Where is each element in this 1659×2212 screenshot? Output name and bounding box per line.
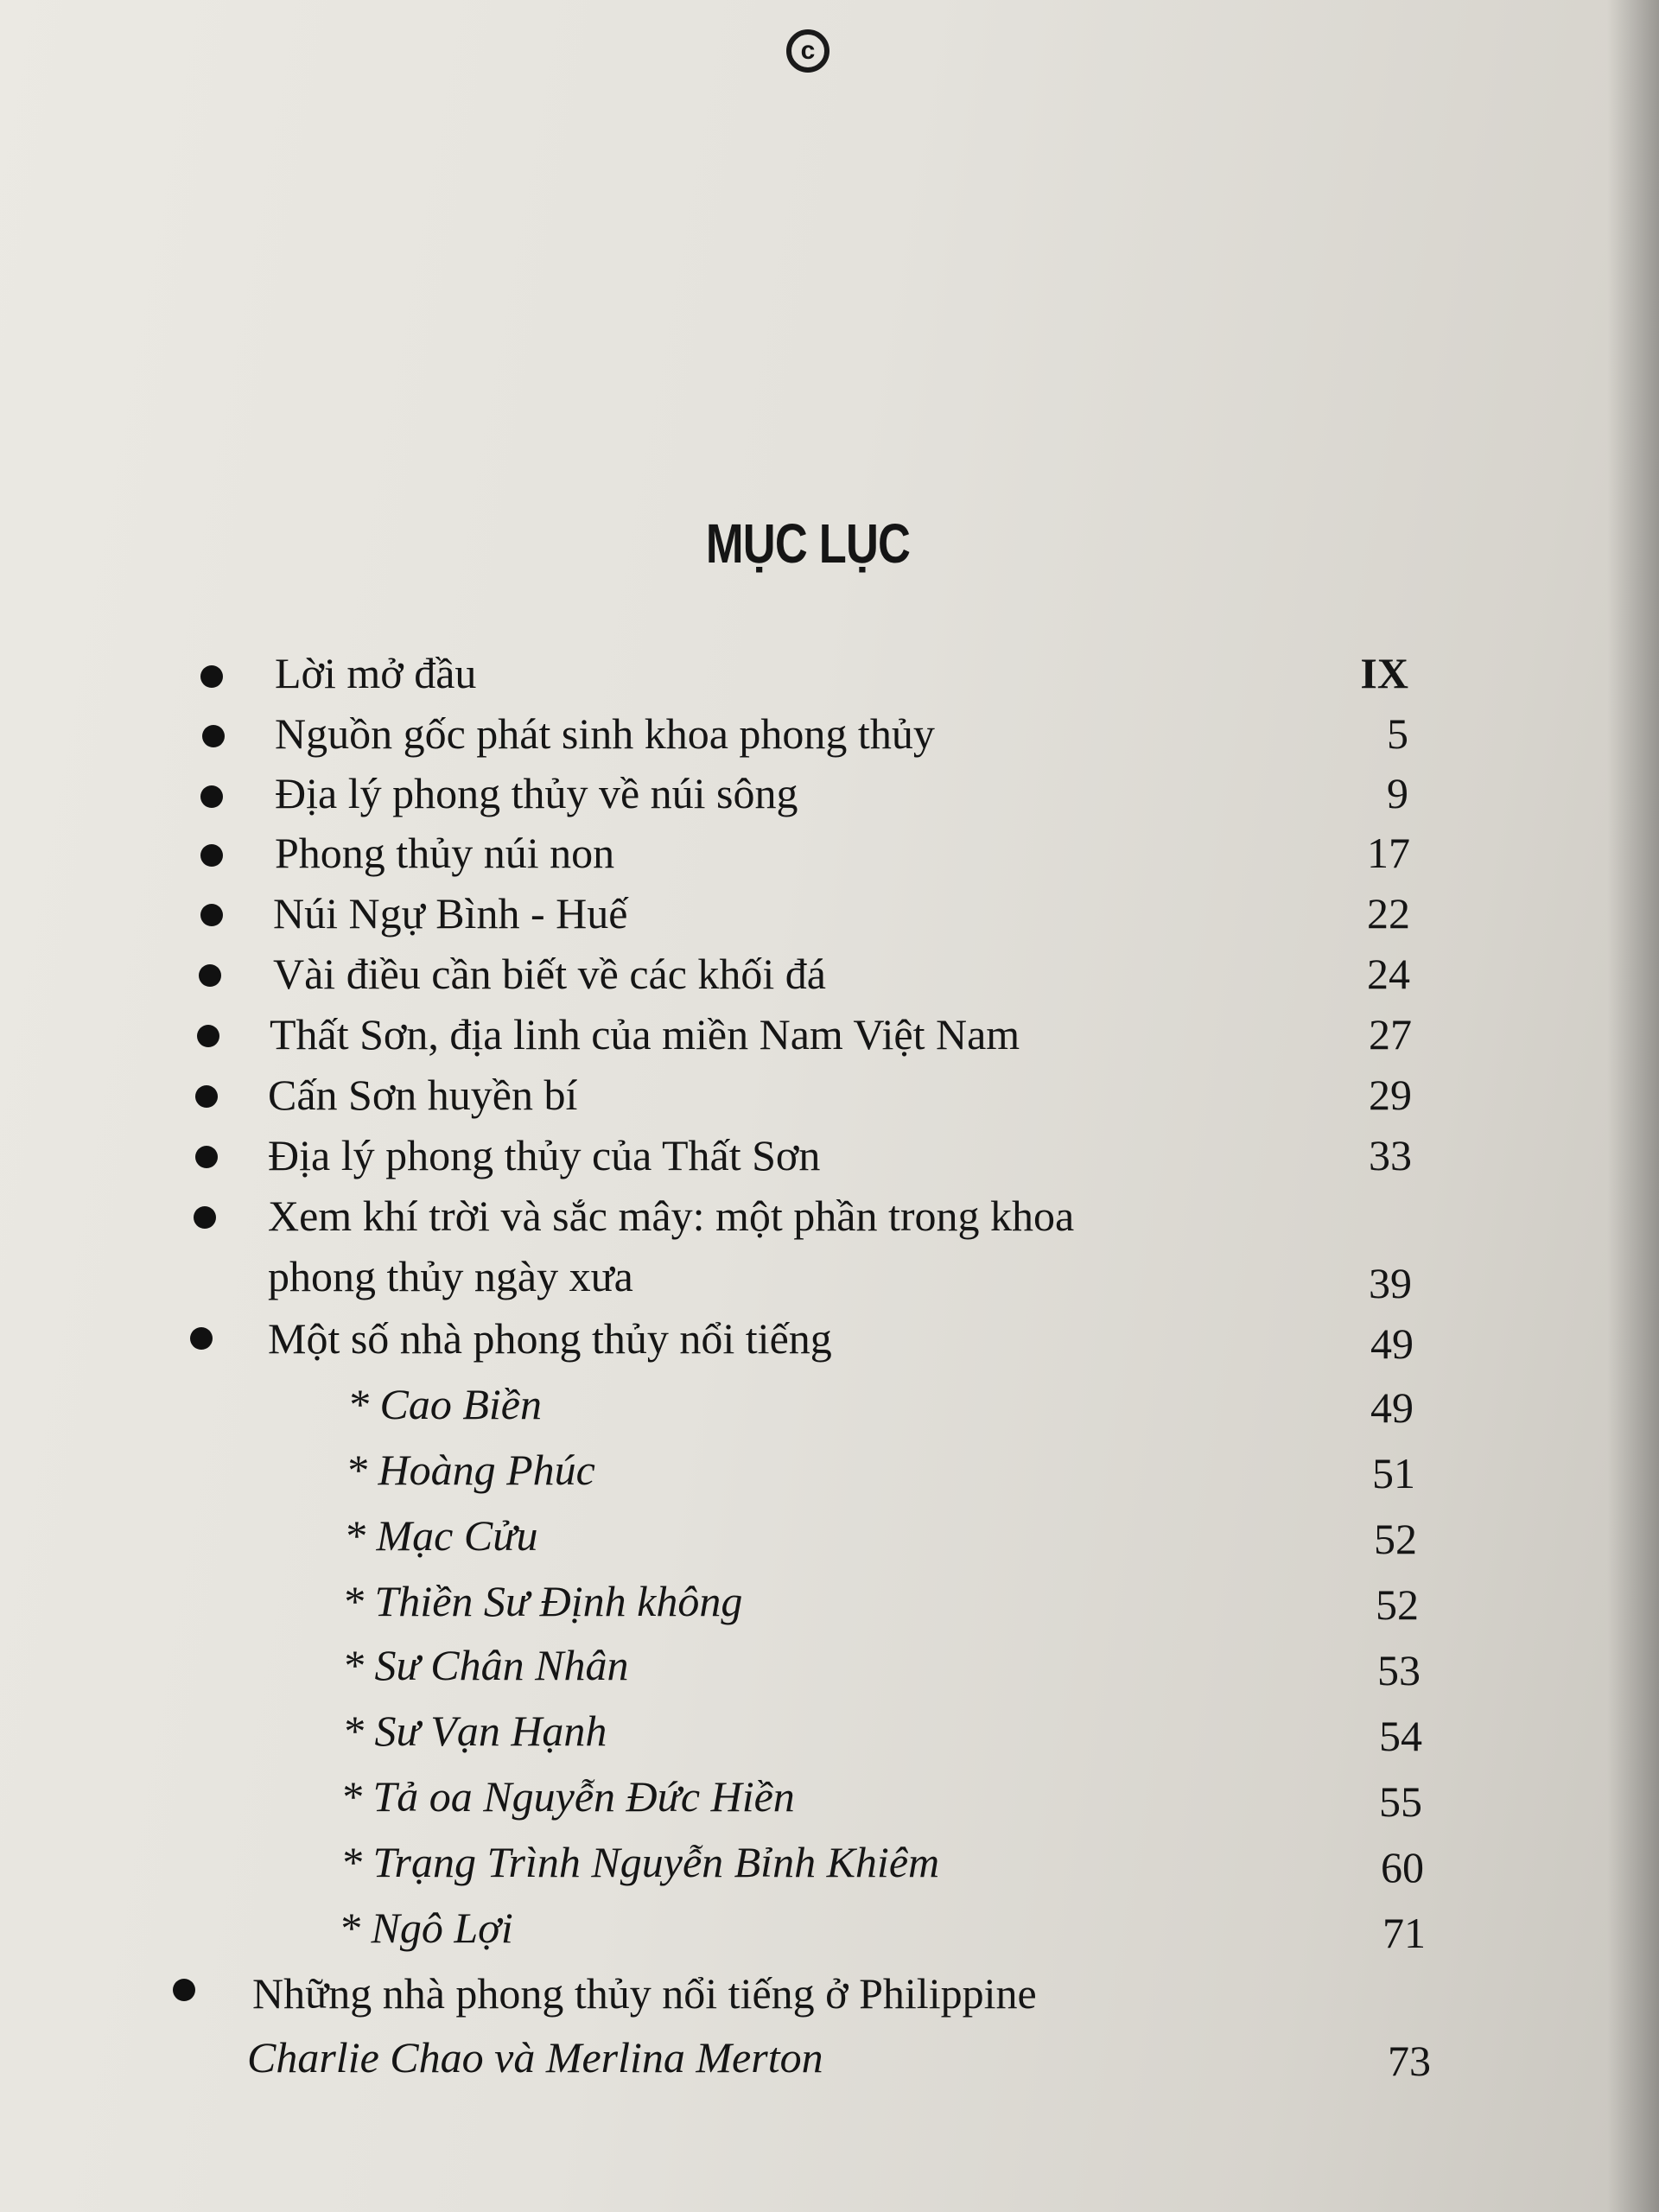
toc-entry-title: Cấn Sơn huyền bí bbox=[268, 1071, 578, 1119]
toc-sub-entry-title: * Sư Chân Nhân bbox=[342, 1641, 629, 1689]
toc-entry-page: 9 bbox=[1387, 769, 1408, 817]
toc-sub-entry-page: 55 bbox=[1379, 1777, 1422, 1826]
toc-sub-entry-title: * Ngô Lợi bbox=[339, 1904, 513, 1952]
toc-entry-page: 27 bbox=[1369, 1010, 1412, 1058]
toc-sub-entry-title: * Hoàng Phúc bbox=[346, 1446, 595, 1494]
toc-entry-title: Địa lý phong thủy của Thất Sơn bbox=[268, 1131, 821, 1179]
toc-sub-entry-page: 53 bbox=[1377, 1646, 1421, 1694]
toc-entry-title: Vài điều cần biết về các khối đá bbox=[273, 950, 826, 998]
toc-sub-entry-title: * Thiền Sư Định không bbox=[342, 1577, 743, 1625]
toc-sub-entry-title: * Trạng Trình Nguyễn Bỉnh Khiêm bbox=[340, 1838, 940, 1886]
bullet-icon bbox=[195, 1085, 218, 1108]
toc-entry-title: Phong thủy núi non bbox=[275, 829, 615, 877]
toc-entry-page: 29 bbox=[1369, 1071, 1412, 1119]
toc-entry-page: 22 bbox=[1367, 889, 1410, 938]
page-edge-shadow bbox=[1607, 0, 1659, 2212]
toc-sub-entry-title: * Sư Vạn Hạnh bbox=[342, 1707, 607, 1755]
toc-sub-entry-page: 71 bbox=[1382, 1909, 1426, 1957]
toc-entry-title: Nguồn gốc phát sinh khoa phong thủy bbox=[275, 709, 935, 758]
copyright-icon: c bbox=[786, 29, 830, 73]
bullet-icon bbox=[200, 665, 223, 688]
toc-sub-entry-title: * Mạc Cửu bbox=[344, 1511, 538, 1560]
toc-sub-entry-page: 51 bbox=[1372, 1449, 1415, 1497]
bullet-icon bbox=[190, 1327, 213, 1350]
toc-entry-page: 39 bbox=[1369, 1259, 1412, 1307]
bullet-icon bbox=[195, 1146, 218, 1168]
bullet-icon bbox=[199, 964, 221, 987]
bullet-icon bbox=[173, 1979, 195, 2001]
bullet-icon bbox=[200, 785, 223, 808]
toc-sub-entry-page: 60 bbox=[1381, 1843, 1424, 1891]
toc-entry-title-continued: Charlie Chao và Merlina Merton bbox=[247, 2033, 823, 2082]
toc-sub-entry-page: 54 bbox=[1379, 1712, 1422, 1760]
toc-entry-title: Lời mở đầu bbox=[275, 649, 477, 697]
toc-sub-entry-page: 52 bbox=[1374, 1515, 1417, 1563]
toc-entry-title: Núi Ngự Bình - Huế bbox=[273, 889, 628, 938]
toc-sub-entry-page: 49 bbox=[1370, 1383, 1414, 1432]
toc-entry-page: 5 bbox=[1387, 709, 1408, 758]
toc-entry-title-continued: phong thủy ngày xưa bbox=[268, 1252, 633, 1300]
toc-sub-entry-title: * Tả oa Nguyễn Đức Hiền bbox=[340, 1772, 795, 1821]
bullet-icon bbox=[200, 844, 223, 867]
toc-sub-entry-title: * Cao Biền bbox=[347, 1380, 542, 1428]
toc-entry-page: 49 bbox=[1370, 1319, 1414, 1368]
toc-entry-title: Những nhà phong thủy nổi tiếng ở Philippine bbox=[252, 1969, 1037, 2018]
toc-entry-page: 17 bbox=[1367, 829, 1410, 877]
toc-entry-title: Một số nhà phong thủy nổi tiếng bbox=[268, 1314, 832, 1363]
bullet-icon bbox=[202, 725, 225, 747]
toc-entry-page: 24 bbox=[1367, 950, 1410, 998]
bullet-icon bbox=[197, 1025, 219, 1047]
toc-entry-page: IX bbox=[1360, 649, 1408, 697]
toc-entry-title: Thất Sơn, địa linh của miền Nam Việt Nam bbox=[270, 1010, 1020, 1058]
bullet-icon bbox=[194, 1206, 216, 1229]
toc-entry-page: 73 bbox=[1388, 2037, 1431, 2085]
toc-entry-title: Địa lý phong thủy về núi sông bbox=[275, 769, 798, 817]
bullet-icon bbox=[200, 904, 223, 926]
page-title: MỤC LỤC bbox=[705, 512, 911, 575]
toc-entry-page: 33 bbox=[1369, 1131, 1412, 1179]
toc-entry-title: Xem khí trời và sắc mây: một phần trong khoa bbox=[268, 1192, 1075, 1240]
toc-sub-entry-page: 52 bbox=[1376, 1580, 1419, 1629]
